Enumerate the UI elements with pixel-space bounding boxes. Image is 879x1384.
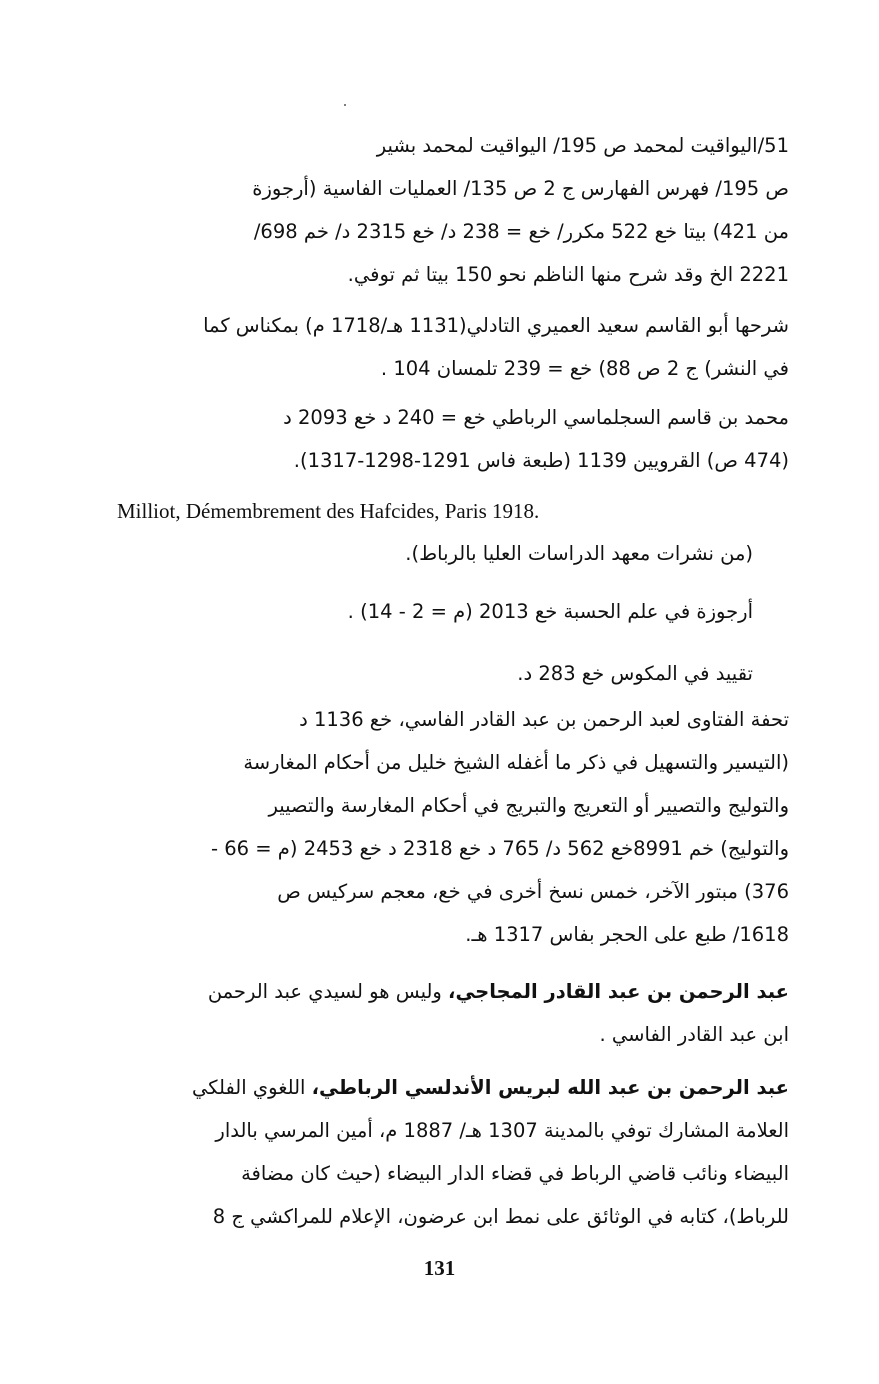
text-line: 2221 الخ وقد شرح منها الناظم نحو 150 بيتا ثم توفي.	[347, 263, 789, 286]
page-speck	[344, 104, 346, 106]
text-line: من 421) بيتا خع 522 مكرر/ خع = 238 د/ خع 2315 د/ خم 698/	[253, 220, 789, 243]
text-line: ابن عبد القادر الفاسي .	[599, 1023, 789, 1046]
paragraph-mukus	[117, 652, 753, 695]
arabic-paragraph	[117, 396, 789, 482]
arabic-paragraph	[117, 124, 789, 296]
arabic-paragraph	[117, 1066, 789, 1238]
arabic-paragraph	[117, 970, 789, 1056]
paragraph-publications	[117, 532, 753, 575]
paragraph-hisba	[117, 590, 753, 633]
paragraph-sharh-umayri	[117, 304, 789, 390]
arabic-paragraph	[117, 698, 789, 956]
text-line	[117, 970, 789, 1013]
entry-text: اللغوي الفلكي	[191, 1076, 312, 1099]
entry-text: وليس هو لسيدي عبد الرحمن	[207, 980, 449, 1003]
arabic-paragraph	[117, 652, 753, 695]
text-line: تحفة الفتاوى لعبد الرحمن بن عبد القادر الفاسي، خع 1136 د	[299, 708, 789, 731]
arabic-paragraph	[117, 590, 753, 633]
entry-name: عبد الرحمن بن عبد الله لبريس الأندلسي الرباطي،	[311, 1076, 789, 1099]
entry-name: عبد الرحمن بن عبد القادر المجاجي،	[448, 980, 789, 1003]
page-number: 131	[423, 1256, 456, 1280]
text-line: 51/اليواقيت لمحمد ص 195/ اليواقيت لمحمد بشير	[376, 134, 789, 157]
text-line: والتوليج والتصيير أو التعريج والتبريج في أحكام المغارسة والتصيير	[268, 794, 789, 817]
paragraph-sijilmasi	[117, 396, 789, 482]
text-line: 1618/ طبع على الحجر بفاس 1317 هـ.	[465, 923, 789, 946]
text-line: تقييد في المكوس خع 283 د.	[517, 662, 753, 685]
paragraph-tuhfat-fatawa	[117, 698, 789, 956]
text-line: محمد بن قاسم السجلماسي الرباطي خع = 240 د خع 2093 د	[283, 406, 789, 429]
text-line: 376) مبتور الآخر، خمس نسخ أخرى في خع، معجم سركيس ص	[277, 880, 789, 903]
arabic-paragraph	[117, 304, 789, 390]
text-line: (من نشرات معهد الدراسات العليا بالرباط).	[405, 542, 753, 565]
text-line: البيضاء ونائب قاضي الرباط في قضاء الدار البيضاء (حيث كان مضافة	[241, 1162, 789, 1185]
entry-labris	[117, 1066, 789, 1238]
text-line: (474 ص) القرويين 1139 (طبعة فاس 1291-1298-1317).	[293, 449, 789, 472]
text-line: والتوليج) خم 8991خع 562 د/ 765 د خع 2318 د خع 2453 (م = 66 -	[210, 837, 789, 860]
text-line	[117, 1066, 789, 1109]
entry-majaji	[117, 970, 789, 1056]
text-line: شرحها أبو القاسم سعيد العميري التادلي(1131 هـ/1718 م) بمكناس كما	[203, 314, 789, 337]
text-line: (التيسير والتسهيل في ذكر ما أغفله الشيخ خليل من أحكام المغارسة	[243, 751, 789, 774]
text-line: أرجوزة في علم الحسبة خع 2013 (م = 2 - 14) .	[347, 600, 753, 623]
text-line: ص 195/ فهرس الفهارس ج 2 ص 135/ العمليات الفاسية (أرجوزة	[252, 177, 789, 200]
text-line: للرباط)، كتابه في الوثائق على نمط ابن عرضون، الإعلام للمراكشي ج 8	[212, 1205, 789, 1228]
arabic-paragraph	[117, 532, 753, 575]
text-line: العلامة المشارك توفي بالمدينة 1307 هـ/ 1887 م، أمين المرسي بالدار	[215, 1119, 789, 1142]
paragraph-yawaqit-refs	[117, 124, 789, 296]
latin-reference	[117, 496, 789, 526]
latin-citation: Milliot, Démembrement des Hafcides, Paris 1918.	[117, 499, 540, 523]
text-line: في النشر) ج 2 ص 88) خع = 239 تلمسان 104 .	[380, 357, 789, 380]
